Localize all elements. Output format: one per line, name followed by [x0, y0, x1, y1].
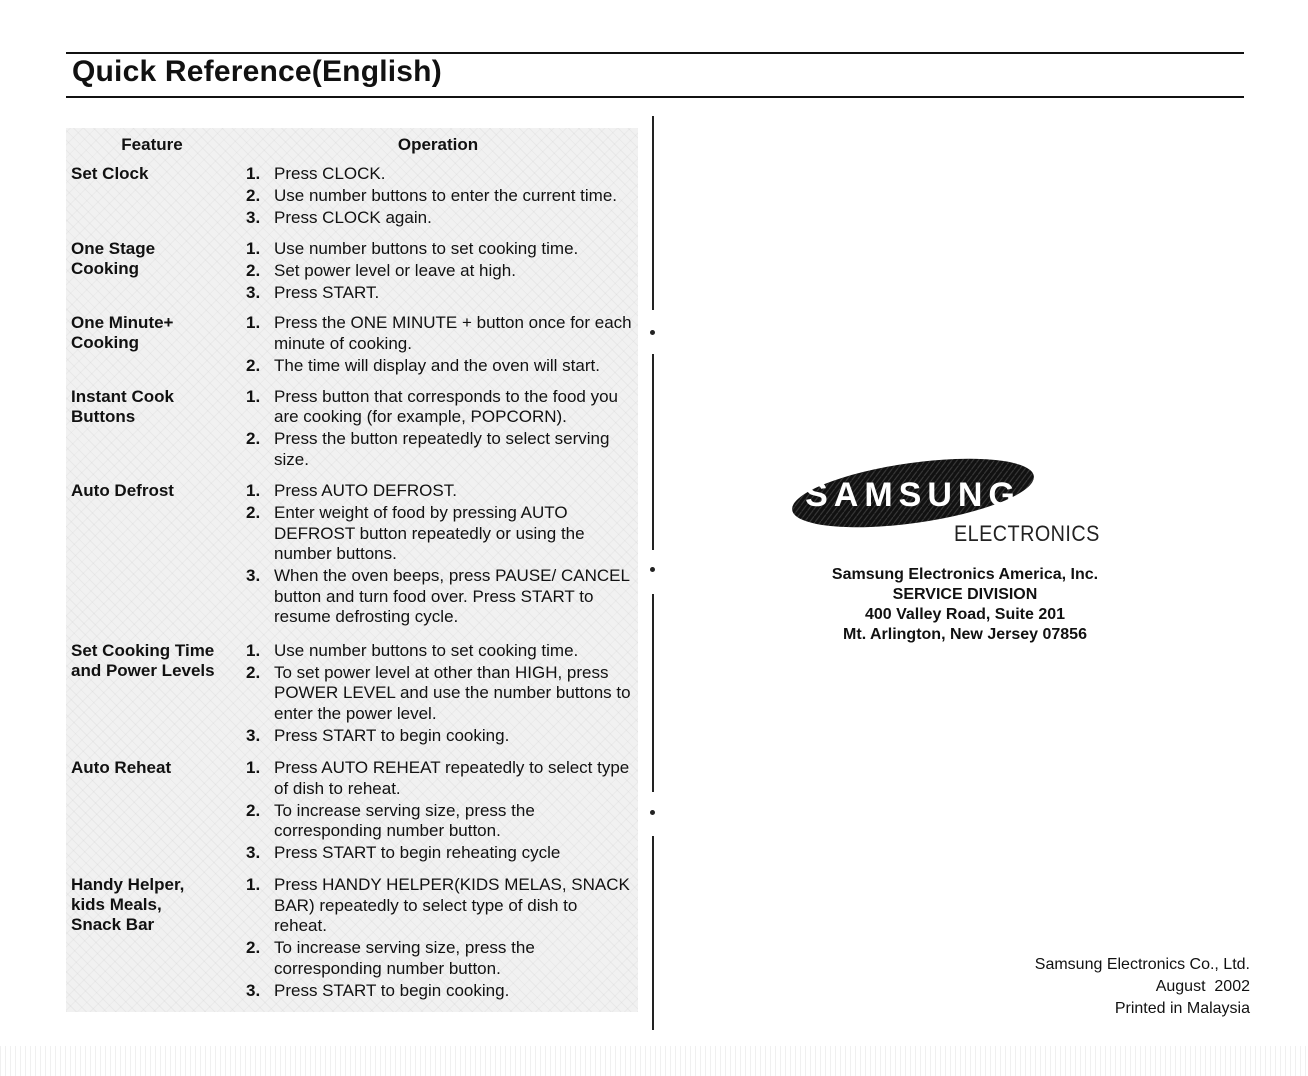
table-row [66, 237, 638, 312]
step-number: 1. [246, 164, 261, 183]
column-divider-dot [650, 567, 655, 572]
operation-steps [238, 313, 638, 376]
operation-step [238, 283, 638, 304]
feature-label-line: Auto Reheat [71, 758, 172, 778]
operation-cell [238, 311, 638, 384]
step-text: Press AUTO DEFROST. [274, 481, 457, 501]
table-row [66, 311, 638, 384]
step-number: 2. [246, 260, 261, 280]
operation-steps [238, 758, 638, 864]
imprint-company: Samsung Electronics Co., Ltd. [1034, 956, 1250, 973]
operation-step [238, 843, 638, 864]
step-number: 1. [246, 758, 261, 778]
feature-cell [66, 873, 238, 1012]
table-row [66, 385, 638, 479]
step-text: To set power level at other than HIGH, press POWER LEVEL and use the number buttons to enter the power level. [274, 662, 631, 723]
step-text: Press START to begin cooking. [274, 725, 510, 745]
feature-label-line: Set Clock [71, 164, 149, 183]
feature-label-line: Buttons [71, 406, 136, 426]
column-divider-dot [650, 330, 655, 335]
step-text: Press CLOCK again. [274, 208, 432, 227]
operation-step [238, 758, 638, 799]
step-number: 2. [246, 429, 261, 449]
operation-cell [238, 756, 638, 873]
step-text: Use number buttons to set cooking time. [274, 238, 579, 258]
feature-label-line: and Power Levels [71, 660, 215, 680]
step-number: 1. [246, 481, 261, 501]
logo-subtitle: ELECTRONICS [954, 521, 1100, 546]
service-address [765, 565, 1165, 645]
step-text: Press AUTO REHEAT repeatedly to select type of dish to reheat. [274, 758, 630, 798]
logo-brand-text: SAMSUNG [805, 476, 1021, 514]
step-number: 1. [246, 386, 261, 406]
feature-label-line: Set Cooking Time [71, 640, 215, 660]
feature-cell [66, 237, 238, 312]
operation-steps [238, 239, 638, 304]
feature-label-line: Auto Defrost [71, 481, 174, 501]
step-text: Press START. [274, 282, 380, 302]
operation-step [238, 981, 638, 1002]
operation-steps [238, 875, 638, 1001]
column-divider-segment [652, 836, 654, 1030]
feature-label-line: kids Meals, [71, 895, 162, 915]
operation-step [238, 641, 638, 662]
address-city: Mt. Arlington, New Jersey 07856 [843, 626, 1087, 643]
top-rule [66, 52, 1244, 54]
feature-cell [66, 639, 238, 756]
imprint-date: August 2002 [1155, 978, 1250, 995]
operation-cell [238, 237, 638, 312]
step-text: Press button that corresponds to the food you are cooking (for example, POPCORN). [274, 386, 618, 427]
step-text: Press START to begin cooking. [274, 980, 510, 1000]
operation-step [238, 429, 638, 470]
table-header-row [66, 128, 638, 162]
step-number: 1. [246, 238, 261, 258]
step-number: 2. [246, 503, 261, 523]
step-text: Use number buttons to set cooking time. [274, 640, 579, 660]
step-number: 3. [246, 843, 261, 863]
operation-steps [238, 641, 638, 747]
step-text: The time will display and the oven will start. [274, 355, 600, 375]
step-text: To increase serving size, press the corresponding number button. [274, 938, 535, 978]
bottom-texture-band [0, 1046, 1308, 1076]
operation-step [238, 208, 638, 229]
operation-step [238, 239, 638, 260]
page-title: Quick Reference(English) [72, 55, 442, 88]
operation-steps [238, 164, 638, 229]
operation-step [238, 164, 638, 185]
table-row [66, 873, 638, 1012]
operation-step [238, 356, 638, 377]
address-street: 400 Valley Road, Suite 201 [864, 606, 1066, 623]
table-row [66, 162, 638, 237]
feature-label-line: Instant Cook [71, 386, 174, 406]
feature-label-line: Cooking [71, 333, 139, 353]
address-company: Samsung Electronics America, Inc. [831, 566, 1099, 583]
step-text: Press CLOCK. [274, 164, 386, 183]
step-number: 2. [246, 355, 261, 375]
step-number: 1. [246, 313, 261, 333]
operation-cell [238, 873, 638, 1012]
step-text: Set power level or leave at high. [274, 260, 516, 280]
column-divider-segment [652, 354, 654, 550]
step-text: Press START to begin reheating cycle [274, 843, 561, 863]
operation-cell [238, 479, 638, 639]
table-row [66, 479, 638, 639]
step-text: Press the ONE MINUTE + button once for each minute of cooking. [274, 313, 632, 353]
operation-step [238, 726, 638, 747]
operation-step [238, 938, 638, 979]
operation-step [238, 313, 638, 354]
step-number: 1. [246, 875, 261, 895]
feature-label-line: Snack Bar [71, 915, 155, 935]
step-text: Use number buttons to enter the current time. [274, 186, 618, 205]
feature-label-line: One Minute+ [71, 313, 174, 333]
operation-step [238, 186, 638, 207]
feature-column-header: Feature [121, 135, 183, 154]
table-row [66, 756, 638, 873]
step-number: 3. [246, 725, 261, 745]
step-number: 3. [246, 980, 261, 1000]
operation-step [238, 663, 638, 725]
feature-cell [66, 162, 238, 237]
address-division: SERVICE DIVISION [892, 586, 1038, 603]
step-number: 3. [246, 208, 261, 227]
operation-step [238, 261, 638, 282]
operation-steps [238, 481, 638, 628]
step-number: 2. [246, 938, 261, 958]
column-divider-segment [652, 116, 654, 310]
step-number: 3. [246, 282, 261, 302]
step-text: Press the button repeatedly to select serving size. [274, 429, 610, 469]
step-number: 3. [246, 566, 261, 586]
step-number: 2. [246, 186, 261, 205]
quick-reference-table [66, 128, 638, 1012]
step-number: 2. [246, 662, 261, 682]
operation-step [238, 503, 638, 565]
operation-step [238, 566, 638, 628]
step-text: Press HANDY HELPER(KIDS MELAS, SNACK BAR) repeatedly to select type of dish to reheat. [274, 875, 630, 936]
feature-label-line: One Stage [71, 238, 156, 258]
feature-cell [66, 756, 238, 873]
operation-steps [238, 387, 638, 471]
step-text: When the oven beeps, press PAUSE/ CANCEL button and turn food over. Press START to resume defrosting cycle. [274, 566, 630, 627]
imprint-printed: Printed in Malaysia [1114, 1000, 1250, 1017]
operation-step [238, 875, 638, 937]
operation-step [238, 481, 638, 502]
step-text: To increase serving size, press the corresponding number button. [274, 800, 535, 841]
feature-cell [66, 385, 238, 479]
operation-cell [238, 385, 638, 479]
imprint [1035, 954, 1250, 1020]
feature-cell [66, 479, 238, 639]
feature-label-line: Cooking [71, 258, 139, 278]
step-number: 1. [246, 640, 261, 660]
operation-cell [238, 639, 638, 756]
operation-step [238, 387, 638, 428]
feature-label-line: Handy Helper, [71, 875, 185, 895]
feature-cell [66, 311, 238, 384]
step-number: 2. [246, 800, 261, 820]
column-divider-segment [652, 594, 654, 792]
operation-cell [238, 162, 638, 237]
table-row [66, 639, 638, 756]
title-underline [66, 96, 1244, 98]
table-body [66, 162, 638, 1012]
operation-step [238, 801, 638, 842]
step-text: Enter weight of food by pressing AUTO DEFROST button repeatedly or using the number buttons. [274, 503, 585, 564]
column-divider-dot [650, 810, 655, 815]
operation-column-header: Operation [397, 135, 479, 154]
